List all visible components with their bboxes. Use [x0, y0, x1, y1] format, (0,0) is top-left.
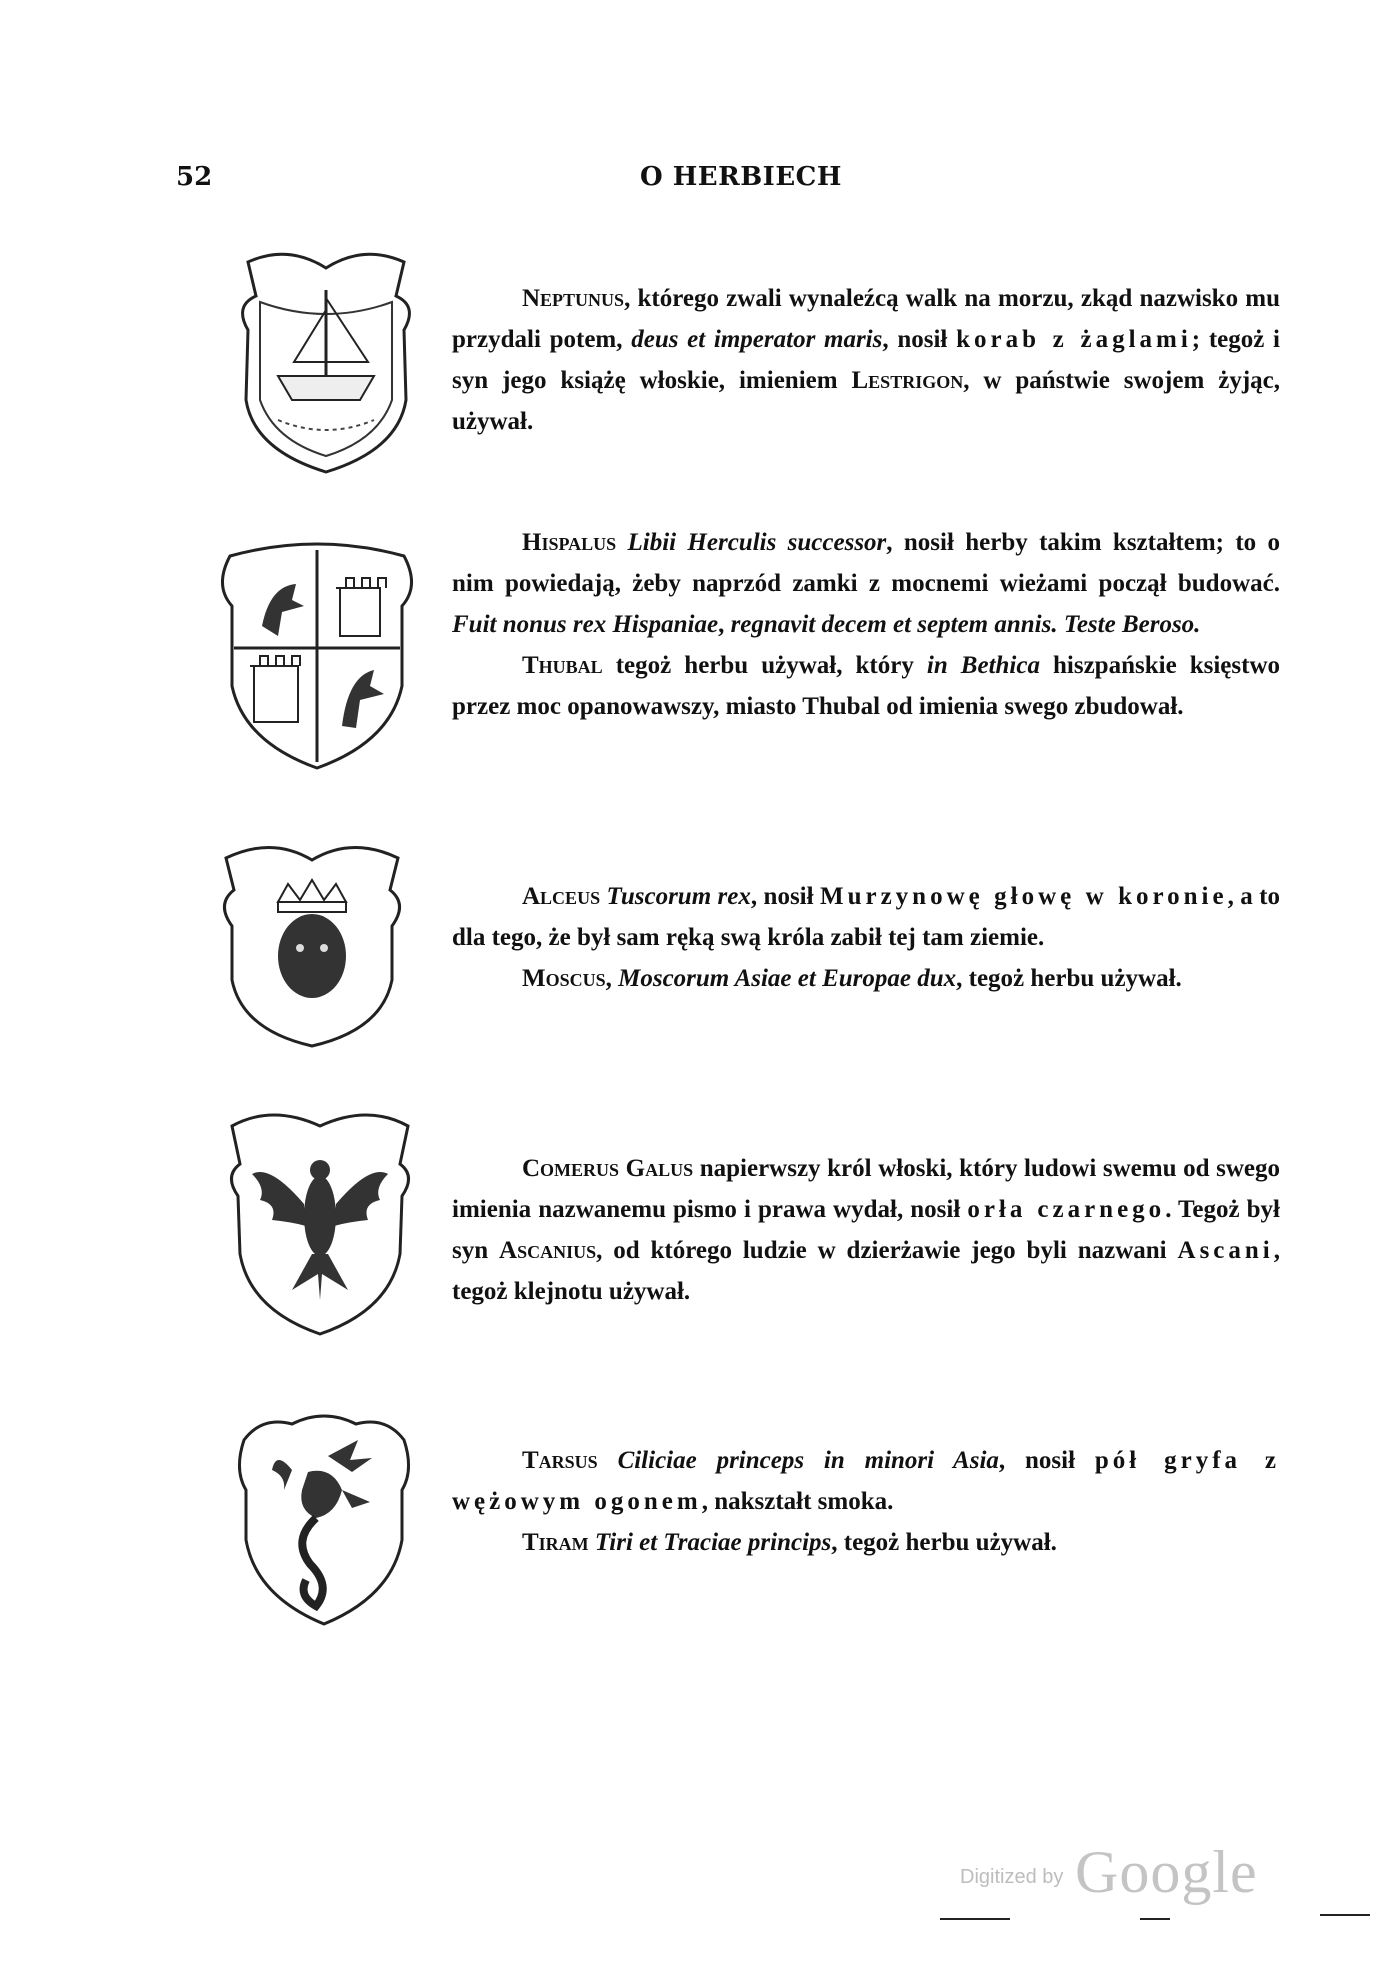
eagle-icon — [222, 1104, 418, 1338]
quartered-lions-castles-icon — [212, 536, 422, 772]
spaced-emphasis: Murzynowę głowę w koronie — [819, 883, 1228, 910]
page-number: 52 — [176, 162, 213, 192]
latin-phrase: Fuit nonus rex Hispaniae — [452, 611, 719, 638]
latin-phrase: Moscorum Asiae et Europae dux — [618, 965, 957, 992]
latin-phrase: regnavit decem et septem annis. Teste Beroso. — [730, 611, 1201, 638]
person-name: Ascanius — [499, 1237, 597, 1264]
person-name: Comerus Galus — [522, 1155, 694, 1182]
latin-phrase: Ciliciae princeps in minori Asia — [617, 1447, 999, 1474]
person-name: Hispalus — [522, 529, 617, 556]
scan-mark — [1140, 1918, 1170, 1920]
spaced-emphasis: korab z żaglami — [956, 326, 1192, 353]
entry-neptunus: Neptunus, którego zwali wynaleźcą walk na morzu, zkąd nazwisko mu przydali potem, deus et imperator maris, nosił korab z żaglami; tegoż i syn jego książę włoskie, imieniem Lestrigon, w państwie swojem żyjąc, używał. — [452, 285, 1281, 435]
entry-comerus: Comerus Galus napierwszy król włoski, który ludowi swemu od swego imienia nazwanemu pismo i prawa wydał, nosił orła czarnego. Tegoż był syn Ascanius, od którego ludzie w dzierżawie jego byli nazwani Ascani, tegoż klejnotu używał. — [452, 1155, 1280, 1305]
latin-phrase: Tuscorum rex — [606, 883, 751, 910]
running-header — [0, 162, 1380, 202]
latin-phrase: deus et imperator maris — [631, 326, 883, 353]
person-name: Neptunus — [522, 285, 625, 312]
google-logo: Google — [1075, 1839, 1258, 1905]
spaced-emphasis: pół gryfa z wężowym ogonem — [452, 1447, 1280, 1515]
entry-tarsus: Tarsus Ciliciae princeps in minori Asia, nosił pół gryfa z wężowym ogonem, nakształt smoka. Tiram Tiri et Traciae princips, tegoż herbu używał. — [452, 1447, 1280, 1556]
crowned-moor-head-icon — [212, 840, 412, 1050]
person-name: Thubal — [522, 652, 603, 679]
person-name: Moscus — [522, 965, 606, 992]
digitized-watermark — [960, 1839, 1280, 1905]
person-name: Lestrigon — [851, 367, 964, 394]
scan-mark — [940, 1918, 1010, 1920]
person-name: Alceus — [522, 883, 601, 910]
entry-alceus: Alceus Tuscorum rex, nosił Murzynowę głowę w koronie, a to dla tego, że był sam ręką swą króla zabił tej tam ziemie. Moscus, Moscorum Asiae et Europae dux, tegoż herbu używał. — [452, 883, 1281, 992]
scan-mark — [1320, 1914, 1370, 1916]
person-name: Tarsus — [522, 1447, 598, 1474]
spaced-emphasis: orła czarnego — [967, 1196, 1166, 1223]
page-title: O HERBIECH — [640, 162, 842, 192]
ship-icon — [228, 250, 424, 476]
digitized-label: Digitized by — [960, 1866, 1064, 1888]
spaced-emphasis: Ascani — [1177, 1237, 1274, 1264]
latin-phrase: in Bethica — [926, 652, 1040, 679]
latin-phrase: Libii Herculis successor — [627, 529, 887, 556]
person-name: Tiram — [522, 1529, 589, 1556]
half-griffin-serpent-tail-icon — [232, 1410, 416, 1628]
entry-hispalus: Hispalus Libii Herculis successor, nosił herby takim kształtem; to o nim powiedają, żeby naprzód zamki z mocnemi wieżami począł budować. Fuit nonus rex Hispaniae, regnavit decem et septem annis. Teste Beroso. Thubal tegoż herbu używał, który in Bethica hiszpańskie księstwo przez moc opanowawszy, miasto Thubal od imienia swego zbudował. — [452, 529, 1281, 720]
latin-phrase: Tiri et Traciae princips — [594, 1529, 832, 1556]
